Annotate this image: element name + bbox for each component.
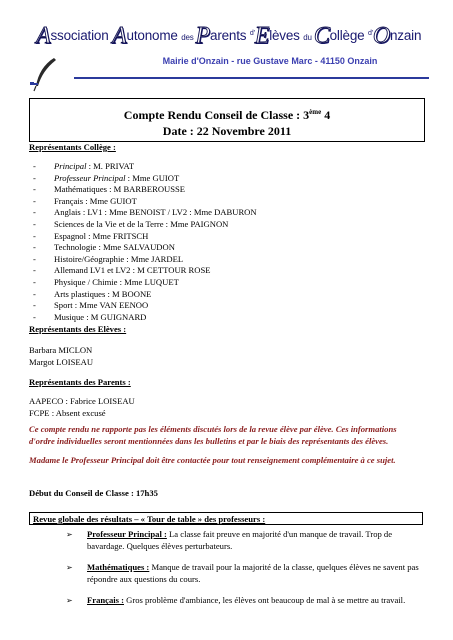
- assoc-word: [36, 23, 113, 49]
- arrow-bullet-icon: ➢: [66, 596, 73, 606]
- staff-text: Mathématiques : M BARBEROUSSE: [54, 184, 186, 195]
- staff-text: Français : Mme GUIOT: [54, 195, 137, 206]
- section-college: Représentants Collège :: [29, 142, 116, 152]
- remark-item: [66, 562, 426, 585]
- student-rep-1: Barbara MICLON: [29, 345, 93, 355]
- staff-item: [33, 184, 257, 196]
- assoc-word-text: d': [249, 30, 255, 37]
- remark-text: Gros problème d'ambiance, les élèves ont beaucoup de mal à se mettre au travail.: [124, 595, 406, 606]
- list-dash: -: [33, 276, 36, 287]
- list-dash: -: [33, 265, 36, 276]
- assoc-word: [112, 23, 182, 49]
- assoc-word: [254, 23, 304, 49]
- section-parents: Représentants des Parents :: [29, 377, 131, 387]
- staff-item: [33, 207, 257, 219]
- remark-text: Manque de travail pour la majorité de la classe, quelques élèves ne savent pas répondre aux questions du cours.: [87, 562, 419, 584]
- list-dash: -: [33, 230, 36, 241]
- staff-item: [33, 161, 257, 173]
- list-dash: -: [33, 300, 36, 311]
- remark-item: [66, 529, 426, 552]
- staff-text: Musique : M GUIGNARD: [54, 311, 147, 322]
- session-start: Début du Conseil de Classe : 17h35: [29, 488, 158, 498]
- assoc-word-text: utonome: [126, 28, 182, 43]
- staff-item: [33, 289, 257, 301]
- header-divider: [74, 77, 429, 79]
- staff-item: [33, 254, 257, 266]
- list-dash: -: [33, 242, 36, 253]
- quill-pen-logo: [30, 56, 60, 92]
- staff-item: [33, 173, 257, 185]
- arrow-bullet-icon: ➢: [66, 563, 73, 573]
- list-dash: -: [33, 207, 36, 218]
- staff-item: [33, 277, 257, 289]
- list-dash: -: [33, 288, 36, 299]
- assoc-initial: A: [36, 23, 51, 49]
- parent-rep-1: AAPECO : Fabrice LOISEAU: [29, 396, 135, 406]
- list-dash: -: [33, 311, 36, 322]
- assoc-word-text: arents: [210, 28, 250, 43]
- arrow-bullet-icon: ➢: [66, 530, 73, 539]
- staff-item: [33, 242, 257, 254]
- association-name: [36, 24, 446, 48]
- assoc-word-text: du: [303, 33, 314, 42]
- header-dash: [30, 83, 38, 85]
- staff-text: Arts plastiques : M BOONE: [54, 288, 152, 299]
- list-dash: -: [33, 184, 36, 195]
- staff-text: Espagnol : Mme FRITSCH: [54, 230, 149, 241]
- assoc-initial: P: [195, 23, 211, 49]
- staff-item: [33, 231, 257, 243]
- student-rep-2: Margot LOISEAU: [29, 357, 94, 367]
- staff-item: [33, 265, 257, 277]
- assoc-word: [313, 23, 369, 49]
- assoc-word: [303, 28, 314, 43]
- assoc-word: [372, 23, 422, 49]
- title-box: [29, 98, 425, 142]
- assoc-word: [181, 28, 195, 43]
- staff-text: Histoire/Géographie : Mme JARDEL: [54, 253, 184, 264]
- assoc-word-text: ollège: [329, 28, 369, 43]
- list-dash: -: [33, 161, 36, 171]
- contact-paragraph: Madame le Professeur Principal doit être contactée pour tout renseignement complémentaire à ce sujet.: [29, 455, 396, 465]
- review-heading-box: [29, 512, 423, 525]
- assoc-word-text: ssociation: [50, 28, 113, 43]
- staff-text: Physique / Chimie : Mme LUQUET: [54, 276, 179, 287]
- remark-subject: Professeur Principal :: [87, 529, 167, 539]
- assoc-initial: O: [372, 23, 390, 49]
- assoc-word-text: des: [181, 33, 196, 42]
- staff-text: Sciences de la Vie et de la Terre : Mme PAIGNON: [54, 218, 229, 229]
- list-dash: -: [33, 172, 36, 183]
- staff-text: : Mme GUIOT: [125, 172, 180, 183]
- remark-subject: Français :: [87, 595, 124, 606]
- remark-subject: Mathématiques :: [87, 562, 150, 573]
- report-date: Date : 22 Novembre 2011: [162, 124, 292, 138]
- assoc-initial: A: [112, 23, 127, 49]
- assoc-word-text: nzain: [390, 28, 422, 43]
- staff-item: [33, 219, 257, 231]
- staff-item: [33, 312, 257, 324]
- staff-item: [33, 196, 257, 208]
- staff-text: Sport : Mme VAN EENOO: [54, 300, 149, 311]
- section-eleves: Représentants des Elèves :: [29, 324, 127, 334]
- remark-text: La classe fait preuve en majorité d'un manque de travail. Trop de bavardage. Quelques élèves perturbateurs.: [87, 529, 393, 551]
- assoc-word: [195, 23, 250, 49]
- list-dash: -: [33, 195, 36, 206]
- remark-item: [66, 595, 426, 607]
- assoc-word-text: lèves: [269, 28, 304, 43]
- parent-rep-2: FCPE : Absent excusé: [29, 408, 106, 418]
- assoc-initial: E: [254, 23, 270, 49]
- review-heading: Revue globale des résultats – « Tour de table » des professeurs :: [33, 514, 266, 524]
- address: Mairie d'Onzain - rue Gustave Marc - 41150 Onzain: [162, 56, 378, 66]
- staff-list: [33, 161, 257, 323]
- assoc-initial: C: [313, 23, 330, 49]
- staff-role: Principal: [54, 161, 87, 171]
- staff-text: Technologie : Mme SALVAUDON: [54, 242, 175, 253]
- assoc-word-text: d': [368, 30, 373, 37]
- staff-item: [33, 300, 257, 312]
- staff-text: Anglais : LV1 : Mme BENOIST / LV2 : Mme DABURON: [54, 207, 257, 218]
- list-dash: -: [33, 253, 36, 264]
- report-title: Compte Rendu Conseil de Classe : 3ème 4: [123, 108, 331, 122]
- list-dash: -: [33, 218, 36, 229]
- staff-text: Allemand LV1 et LV2 : M CETTOUR ROSE: [54, 265, 211, 276]
- notice-paragraph: Ce compte rendu ne rapporte pas les éléments discutés lors de la revue élève par élève. Ces informations d'ordre individuelles seront mentionnées dans les bulletins et par le biais des représentants des élèves.: [29, 424, 397, 446]
- staff-text: : M. PRIVAT: [86, 161, 135, 171]
- staff-role: Professeur Principal: [54, 172, 126, 183]
- teacher-remarks: [66, 529, 426, 617]
